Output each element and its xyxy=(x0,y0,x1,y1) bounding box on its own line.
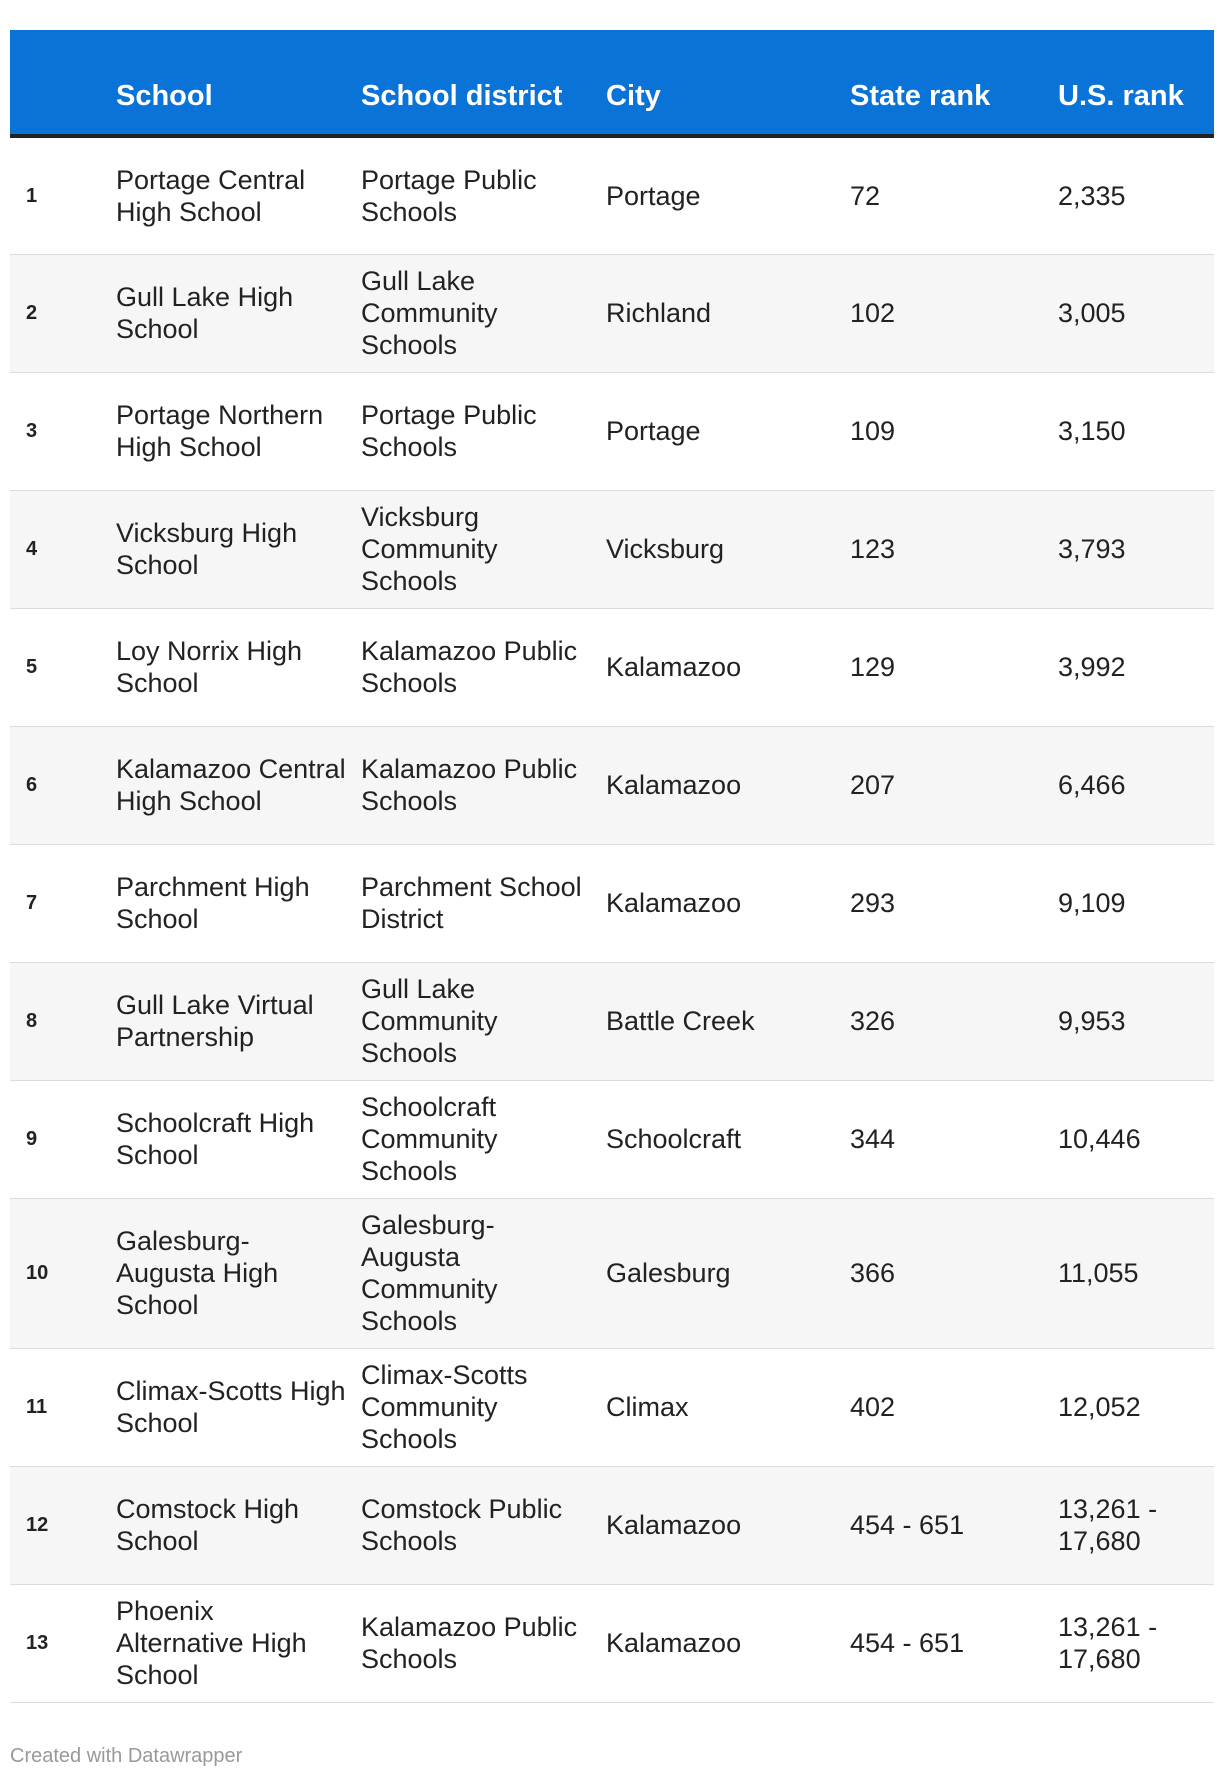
table-row xyxy=(10,726,1214,844)
cell-state-rank: 72 xyxy=(850,180,881,211)
cell-state-rank: 326 xyxy=(850,1006,896,1036)
cell-city: Kalamazoo xyxy=(606,888,742,918)
cell-district: Kalamazoo Public Schools xyxy=(361,636,578,698)
cell-school: Gull Lake High School xyxy=(116,282,294,344)
cell-us-rank: 3,793 xyxy=(1058,534,1126,564)
cell-state-rank: 366 xyxy=(850,1258,896,1288)
cell-city: Kalamazoo xyxy=(606,1628,742,1658)
cell-state-rank: 344 xyxy=(850,1124,896,1154)
cell-city: Kalamazoo xyxy=(606,1510,742,1540)
header-us-rank[interactable]: U.S. rank xyxy=(1058,30,1214,136)
cell-school: Climax-Scotts High School xyxy=(116,1376,346,1438)
cell-city: Kalamazoo xyxy=(606,652,742,682)
cell-district: Portage Public Schools xyxy=(361,164,537,227)
cell-school: Loy Norrix High School xyxy=(116,636,303,698)
cell-rank: 3 xyxy=(26,420,38,442)
table-row xyxy=(10,1584,1214,1702)
table-row xyxy=(10,608,1214,726)
cell-school: Comstock High School xyxy=(116,1494,300,1556)
cell-school: Parchment High School xyxy=(116,872,310,934)
cell-school: Portage Northern High School xyxy=(116,400,324,462)
cell-district: Comstock Public Schools xyxy=(361,1494,563,1556)
table-row xyxy=(10,1198,1214,1348)
cell-us-rank: 9,109 xyxy=(1058,888,1126,918)
cell-district: Kalamazoo Public Schools xyxy=(361,1612,578,1674)
cell-school: Phoenix Alternative High School xyxy=(116,1596,307,1690)
cell-school: Portage Central High School xyxy=(116,164,306,227)
cell-city: Climax xyxy=(606,1392,689,1422)
cell-state-rank: 402 xyxy=(850,1392,896,1422)
cell-state-rank: 129 xyxy=(850,652,896,682)
table-row xyxy=(10,136,1214,254)
cell-us-rank: 13,261 - 17,680 xyxy=(1058,1612,1158,1674)
cell-us-rank: 11,055 xyxy=(1058,1258,1139,1288)
table-header xyxy=(10,30,1214,136)
cell-rank: 2 xyxy=(26,302,38,324)
cell-district: Portage Public Schools xyxy=(361,400,537,462)
cell-city: Galesburg xyxy=(606,1258,731,1288)
cell-district: Gull Lake Community Schools xyxy=(361,266,498,360)
cell-us-rank: 3,005 xyxy=(1058,298,1126,328)
table-row xyxy=(10,490,1214,608)
cell-school: Galesburg-Augusta High School xyxy=(116,1226,279,1320)
header-state-rank[interactable]: State rank xyxy=(850,30,1058,136)
cell-city: Portage xyxy=(606,416,701,446)
cell-us-rank: 3,150 xyxy=(1058,416,1126,446)
cell-rank: 10 xyxy=(26,1262,49,1284)
datawrapper-credit[interactable]: Created with Datawrapper xyxy=(10,1745,243,1767)
cell-state-rank: 293 xyxy=(850,888,896,918)
cell-city: Richland xyxy=(606,298,712,328)
cell-district: Parchment School District xyxy=(361,872,582,934)
cell-city: Schoolcraft xyxy=(606,1124,742,1154)
cell-school: Kalamazoo Central High School xyxy=(116,754,346,816)
cell-us-rank: 12,052 xyxy=(1058,1392,1141,1422)
header-rank xyxy=(10,30,116,136)
header-city[interactable]: City xyxy=(606,30,850,136)
table-row xyxy=(10,254,1214,372)
cell-city: Vicksburg xyxy=(606,534,725,564)
schools-table xyxy=(10,30,1214,1703)
table-row xyxy=(10,962,1214,1080)
cell-state-rank: 123 xyxy=(850,534,896,564)
cell-rank: 13 xyxy=(26,1632,49,1654)
cell-district: Galesburg-Augusta Community Schools xyxy=(361,1210,498,1336)
cell-school: Gull Lake Virtual Partnership xyxy=(116,990,314,1052)
cell-district: Gull Lake Community Schools xyxy=(361,974,498,1068)
table-row xyxy=(10,844,1214,962)
cell-city: Battle Creek xyxy=(606,1006,755,1036)
cell-rank: 9 xyxy=(26,1128,38,1150)
table-row xyxy=(10,372,1214,490)
cell-us-rank: 9,953 xyxy=(1058,1006,1126,1036)
cell-us-rank: 10,446 xyxy=(1058,1124,1141,1154)
cell-district: Kalamazoo Public Schools xyxy=(361,754,578,816)
table-row xyxy=(10,1466,1214,1584)
cell-state-rank: 454 - 651 xyxy=(850,1510,965,1540)
cell-rank: 7 xyxy=(26,892,38,914)
cell-state-rank: 102 xyxy=(850,298,896,328)
cell-rank: 6 xyxy=(26,774,38,796)
cell-state-rank: 207 xyxy=(850,770,896,800)
table-row xyxy=(10,1080,1214,1198)
cell-state-rank: 454 - 651 xyxy=(850,1628,965,1658)
cell-rank: 1 xyxy=(26,184,38,207)
cell-rank: 11 xyxy=(26,1396,48,1418)
cell-district: Vicksburg Community Schools xyxy=(361,502,498,596)
header-school[interactable]: School xyxy=(116,30,361,136)
cell-district: Schoolcraft Community Schools xyxy=(361,1092,498,1186)
header-district[interactable]: School district xyxy=(361,30,606,136)
cell-school: Schoolcraft High School xyxy=(116,1108,315,1170)
cell-us-rank: 6,466 xyxy=(1058,770,1126,800)
cell-city: Portage xyxy=(606,180,701,211)
cell-rank: 4 xyxy=(26,538,38,560)
table-container xyxy=(10,30,1214,1703)
cell-us-rank: 3,992 xyxy=(1058,652,1126,682)
cell-rank: 12 xyxy=(26,1514,49,1536)
table-body xyxy=(10,136,1214,1702)
table-row xyxy=(10,1348,1214,1466)
header-row xyxy=(10,30,1214,136)
cell-city: Kalamazoo xyxy=(606,770,742,800)
cell-state-rank: 109 xyxy=(850,416,896,446)
cell-school: Vicksburg High School xyxy=(116,518,298,580)
cell-us-rank: 13,261 - 17,680 xyxy=(1058,1494,1158,1556)
cell-us-rank: 2,335 xyxy=(1058,180,1126,211)
cell-district: Climax-Scotts Community Schools xyxy=(361,1360,528,1454)
cell-rank: 5 xyxy=(26,656,38,678)
cell-rank: 8 xyxy=(26,1010,38,1032)
